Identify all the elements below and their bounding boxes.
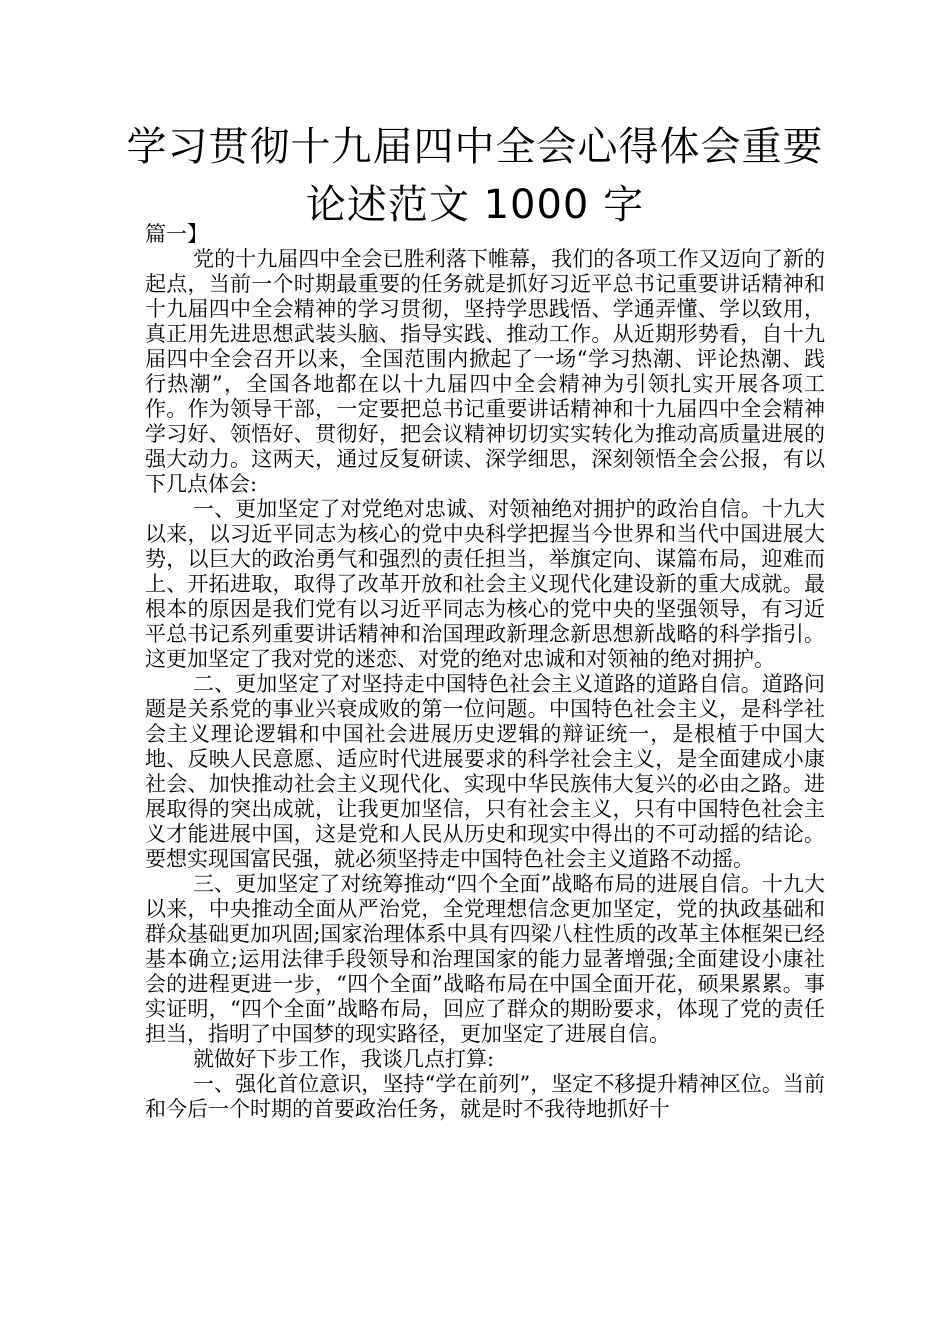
paragraph-plan-1: 一、强化首位意识，坚持“学在前列”，坚定不移提升精神区位。当前和今后一个时期的首要政治任务，就是时不我待地抓好十: [145, 1072, 825, 1121]
paragraph-point-3: 三、更加坚定了对统筹推动“四个全面”战略布局的进展自信。十九大以来，中央推动全面从严治党，全党理想信念更加坚定，党的执政基础和群众基础更加巩固;国家治理体系中具有四梁八柱性质的改革主体框架已经基本确立;运用法律手段领导和治理国家的能力显著增强;全面建设小康社会的进程更进一步，“四个全面”战略布局在中国全面开花，硕果累累。事实证明，“四个全面”战略布局，回应了群众的期盼要求，体现了党的责任担当，指明了中国梦的现实路径，更加坚定了进展自信。: [145, 872, 825, 1046]
paragraph-intro: 党的十九届四中全会已胜利落下帷幕，我们的各项工作又迈向了新的起点，当前一个时期最重要的任务就是抓好习近平总书记重要讲话精神和十九届四中全会精神的学习贯彻，坚持学思践悟、学通弄懂、学以致用，真正用先进思想武装头脑、指导实践、推动工作。从近期形势看，自十九届四中全会召开以来，全国范围内掀起了一场“学习热潮、评论热潮、践行热潮”，全国各地都在以十九届四中全会精神为引领扎实开展各项工作。作为领导干部，一定要把总书记重要讲话精神和十九届四中全会精神学习好、领悟好、贯彻好，把会议精神切切实实转化为推动高质量进展的强大动力。这两天，通过反复研读、深学细思，深刻领悟全会公报，有以下几点体会:: [145, 247, 825, 496]
title-line-2: 论述范文 1000 字: [305, 182, 645, 228]
paragraph-plan-intro: 就做好下步工作，我谈几点打算:: [193, 1047, 495, 1071]
document-body: [145, 222, 825, 1122]
paragraph-point-2: 二、更加坚定了对坚持走中国特色社会主义道路的道路自信。道路问题是关系党的事业兴衰成败的第一位问题。中国特色社会主义，是科学社会主义理论逻辑和中国社会进展历史逻辑的辩证统一，是根植于中国大地、反映人民意愿、适应时代进展要求的科学社会主义，是全面建成小康社会、加快推动社会主义现代化、实现中华民族伟大复兴的必由之路。进展取得的突出成就，让我更加坚信，只有社会主义，只有中国特色社会主义才能进展中国，这是党和人民从历史和现实中得出的不可动摇的结论。要想实现国富民强，就必须坚持走中国特色社会主义道路不动摇。: [145, 672, 825, 871]
title-line-1: 学习贯彻十九届四中全会心得体会重要: [126, 124, 824, 170]
document-title: [120, 118, 830, 234]
section-label: 篇一】: [145, 222, 208, 246]
paragraph-point-1: 一、更加坚定了对党绝对忠诚、对领袖绝对拥护的政治自信。十九大以来，以习近平同志为核心的党中央科学把握当今世界和当代中国进展大势，以巨大的政治勇气和强烈的责任担当，举旗定向、谋篇布局，迎难而上、开拓进取，取得了改革开放和社会主义现代化建设新的重大成就。最根本的原因是我们党有以习近平同志为核心的党中央的坚强领导，有习近平总书记系列重要讲话精神和治国理政新理念新思想新战略的科学指引。这更加坚定了我对党的迷恋、对党的绝对忠诚和对领袖的绝对拥护。: [145, 497, 825, 671]
